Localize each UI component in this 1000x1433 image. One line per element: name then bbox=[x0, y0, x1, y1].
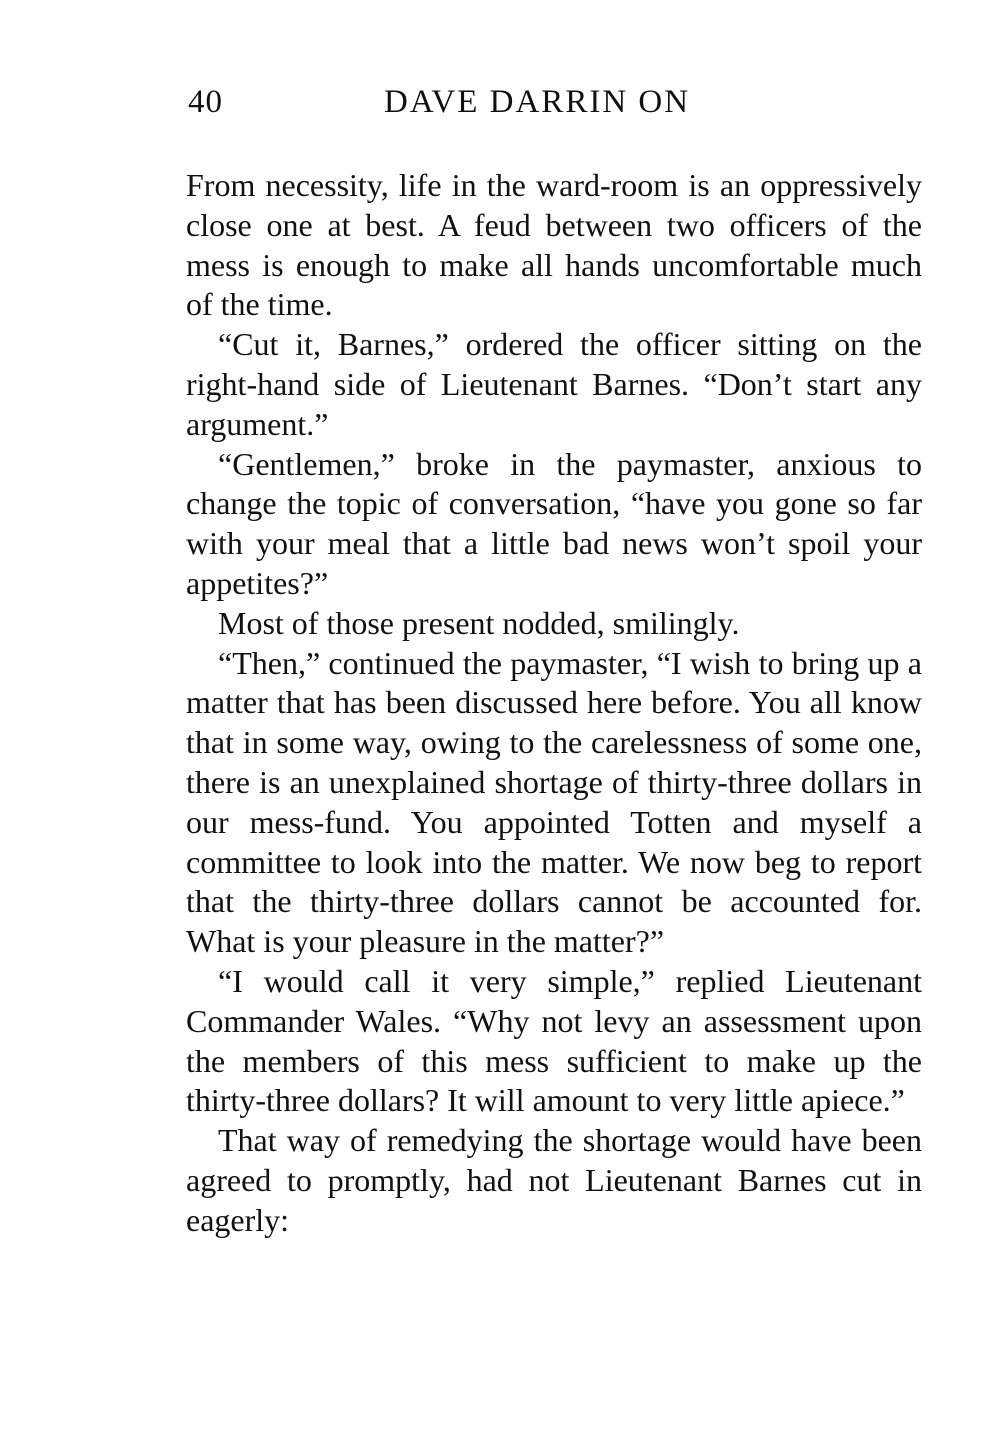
paragraph: From necessity, life in the ward-room is an oppressively close one at best. A feud between two officers of the mess is enough to make all hands uncomfortable much of the time. bbox=[186, 167, 922, 323]
paragraph: “I would call it very simple,” replied Lieutenant Commander Wales. “Why not levy an assessment upon the members of this mess sufficient to make up the thirty-three dollars? It will amount to very little apiece.” bbox=[186, 962, 922, 1119]
paragraph: That way of remedying the shortage would have been agreed to promptly, had not Lieutenant Barnes cut in eagerly: bbox=[186, 1122, 922, 1238]
paragraph: “Gentlemen,” broke in the paymaster, anxious to change the topic of conversation, “have you gone so far with your meal that a little bad news won’t spoil your appetites?” bbox=[186, 445, 922, 601]
paragraph: “Then,” continued the paymaster, “I wish to bring up a matter that has been discussed here before. You all know that in some way, owing to the carelessness of some one, there is an unexplained shortage of thirty-three dollars in our mess-fund. You appointed Totten and myself a committee to look into the matter. We now beg to report that the thirty-three dollars cannot be accounted for. What is your pleasure in the matter?” bbox=[186, 644, 922, 960]
page-number: 40 bbox=[188, 84, 223, 120]
running-head bbox=[188, 78, 920, 126]
paragraph: “Cut it, Barnes,” ordered the officer sitting on the right-hand side of Lieutenant Barnes. “Don’t start any argument.” bbox=[186, 326, 922, 442]
running-title: DAVE DARRIN ON bbox=[384, 84, 691, 120]
body-text bbox=[186, 166, 922, 1241]
paragraph: Most of those present nodded, smilingly. bbox=[218, 604, 740, 641]
